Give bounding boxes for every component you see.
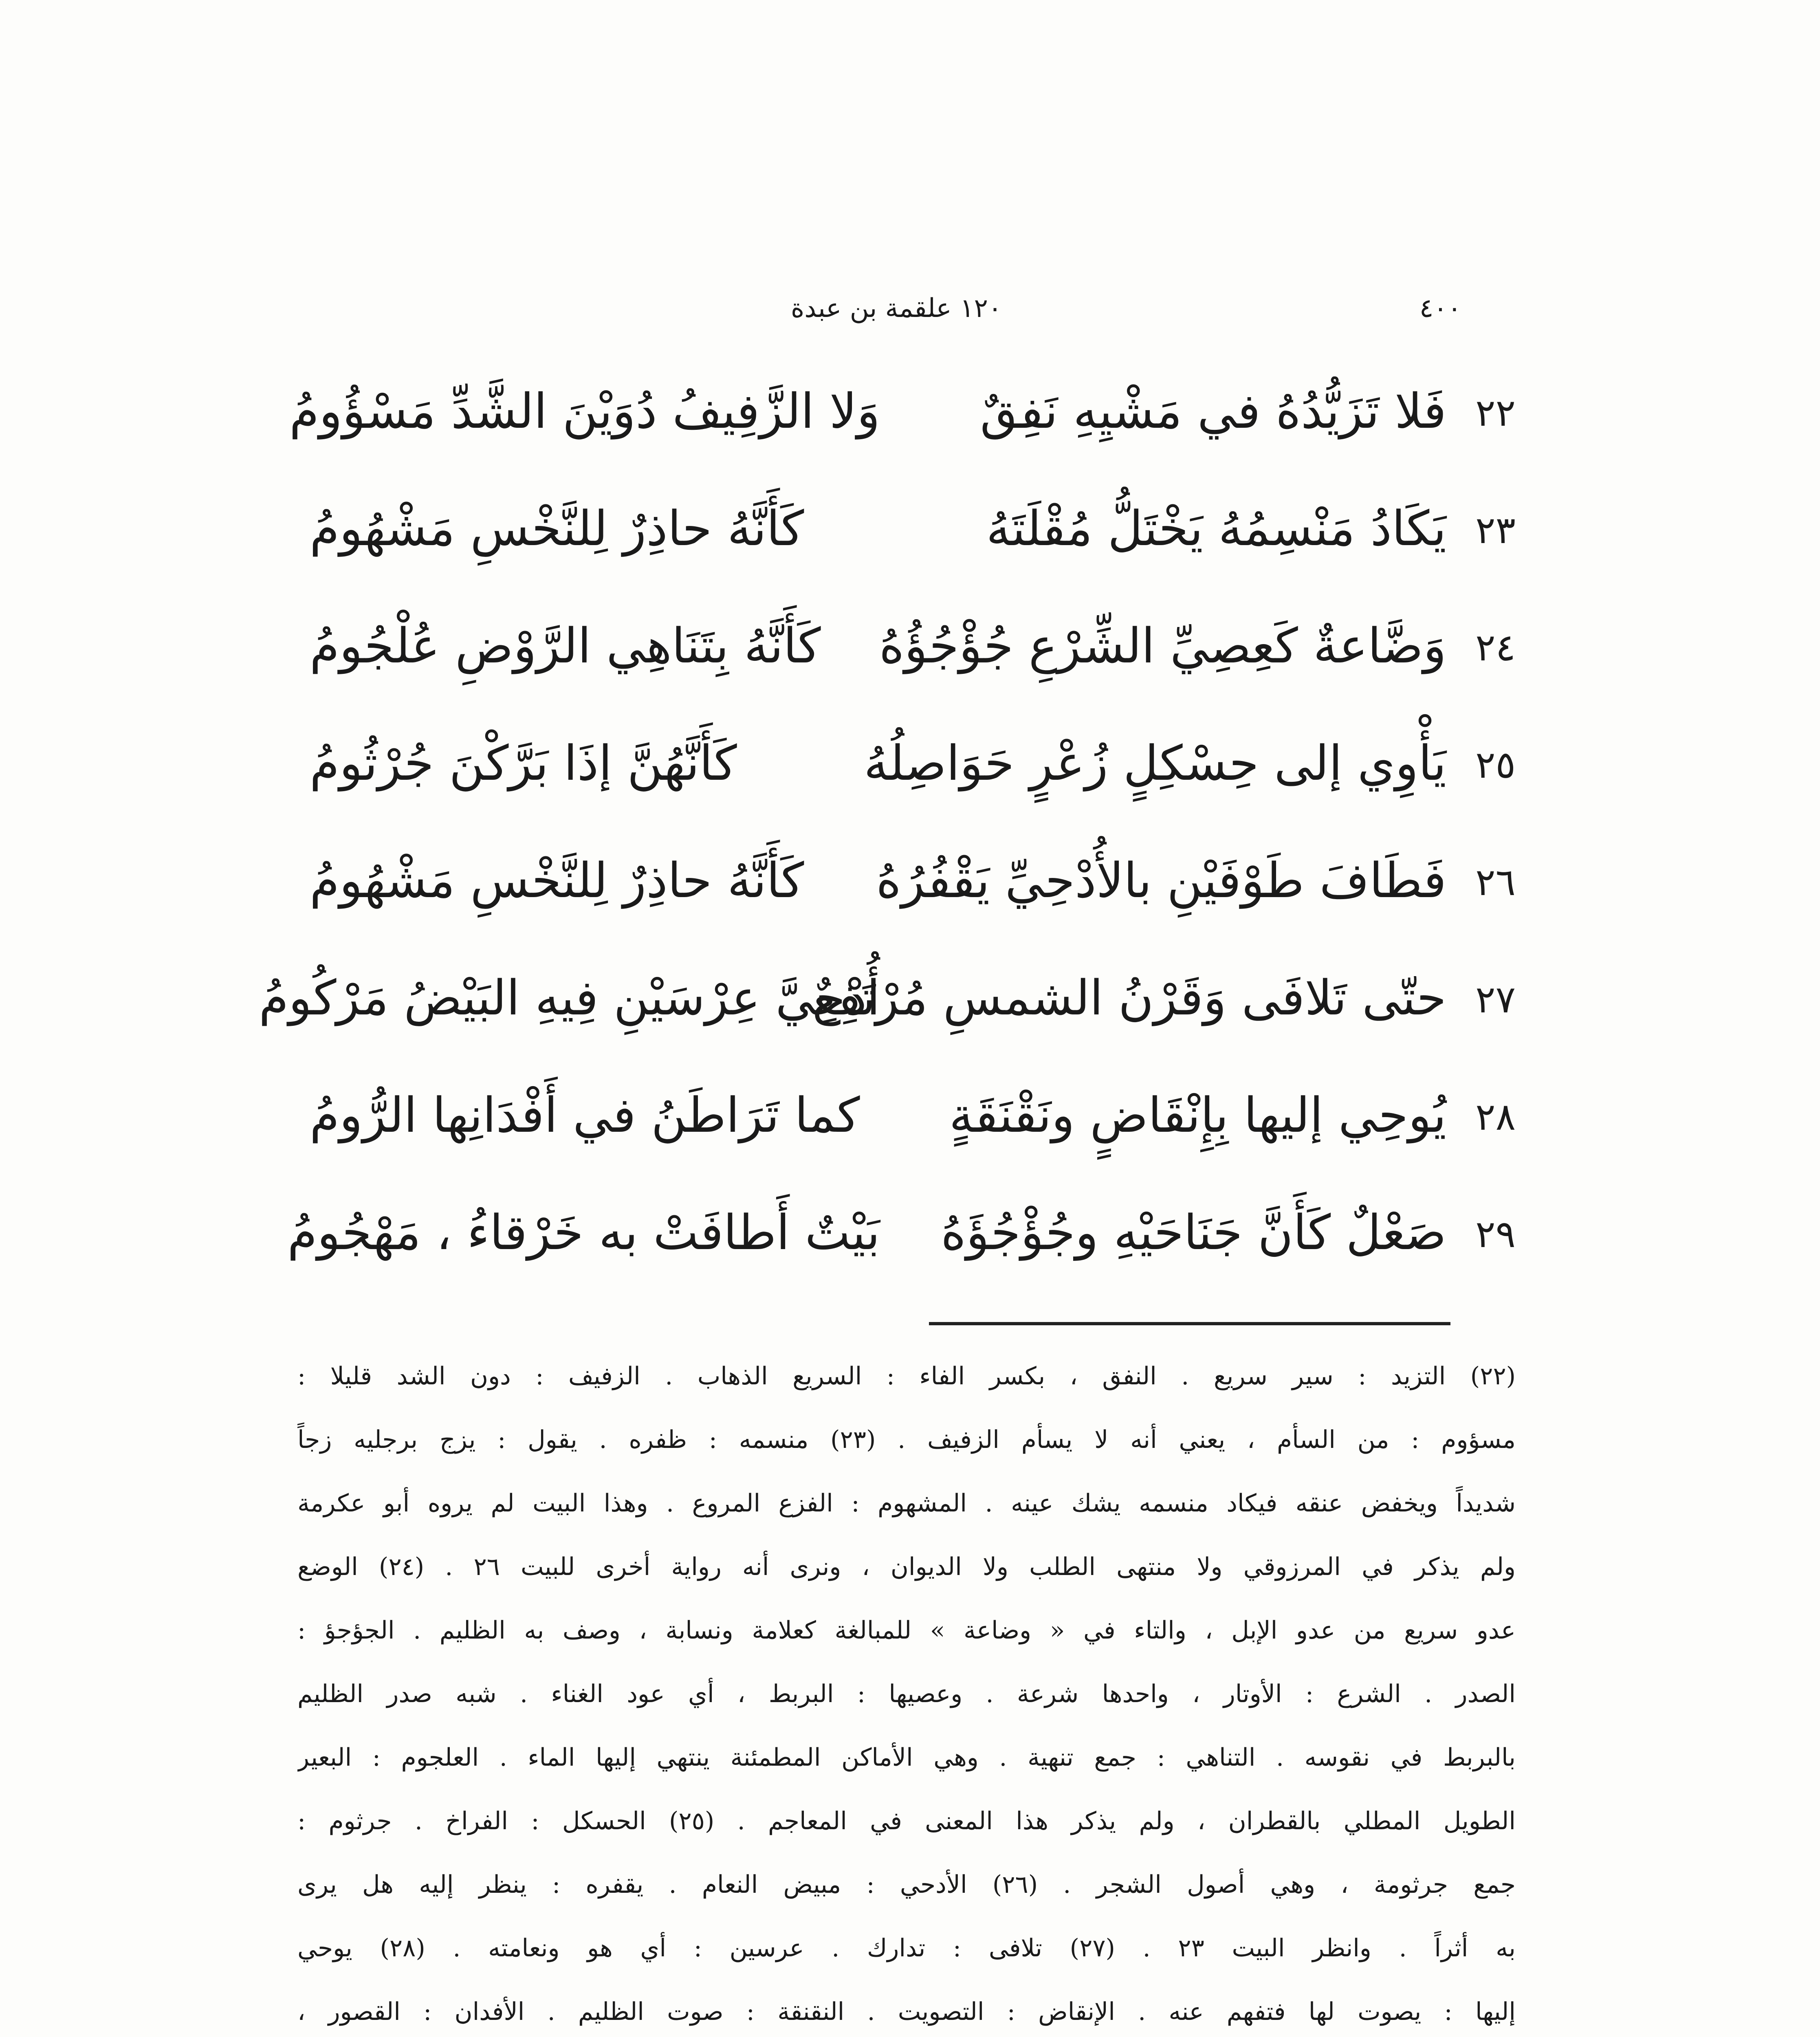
verse-number: ٢٧ bbox=[1475, 978, 1516, 1021]
verse-number: ٢٤ bbox=[1475, 626, 1516, 669]
verse-23 bbox=[310, 476, 1516, 593]
verse-22 bbox=[289, 359, 1516, 476]
verse-number: ٢٩ bbox=[1475, 1212, 1516, 1256]
verse-25 bbox=[310, 711, 1516, 828]
footnote-separator bbox=[929, 1322, 1450, 1325]
commentary-line: إليها : يصوت لها فتفهم عنه . الإنقاض : التصويت . النقنقة : صوت الظليم . الأفدان : القصور ، bbox=[297, 1997, 1516, 2026]
first-hemistich: حتّى تَلافَى وَقَرْنُ الشمسِ مُرْتَفِعٌ bbox=[812, 970, 1446, 1026]
verse-number: ٢٨ bbox=[1475, 1095, 1516, 1139]
second-hemistich: بَيْتٌ أَطافَتْ به خَرْقاءُ ، مَهْجُومُ bbox=[287, 1204, 880, 1260]
commentary-line: جمع جرثومة ، وهي أصول الشجر . (٢٦) الأدحي : مبيض النعام . يقفره : ينظر إليه هل يرى bbox=[297, 1870, 1516, 1899]
verse-number: ٢٢ bbox=[1475, 391, 1516, 435]
second-hemistich: كَأَنَّهُ حاذِرٌ لِلنَّخْسِ مَشْهُومُ bbox=[310, 500, 804, 557]
commentary-notes bbox=[297, 1344, 1516, 2037]
verse-28 bbox=[310, 1062, 1516, 1180]
commentary-line: به أثراً . وانظر البيت ٢٣ . (٢٧) تلافى : تدارك . عرسين : أي هو ونعامته . (٢٨) يوحي bbox=[297, 1934, 1516, 1962]
verse-number: ٢٥ bbox=[1475, 743, 1516, 787]
second-hemistich: كما تَرَاطَنُ في أَفْدَانِها الرُّومُ bbox=[310, 1087, 860, 1143]
commentary-line: الطويل المطلي بالقطران ، ولم يذكر هذا المعنى في المعاجم . (٢٥) الحسكل : الفراخ . جرثوم : bbox=[297, 1807, 1516, 1835]
second-hemistich: وَلا الزَّفِيفُ دُوَيْنَ الشَّدِّ مَسْؤُومُ bbox=[289, 383, 880, 439]
first-hemistich: يَأْوِي إلى حِسْكِلٍ زُعْرٍ حَوَاصِلُهُ bbox=[864, 735, 1446, 791]
commentary-line: عدو سريع من عدو الإبل ، والتاء في « وضاعة » للمبالغة كعلامة ونسابة ، وصف به الظليم . الجؤجؤ : bbox=[297, 1616, 1516, 1645]
running-title: ١٢٠ علقمة بن عبدة bbox=[790, 293, 1002, 323]
verse-number: ٢٣ bbox=[1475, 508, 1516, 552]
verse-29 bbox=[287, 1180, 1516, 1297]
verse-24 bbox=[310, 593, 1516, 711]
first-hemistich: يَكَادُ مَنْسِمُهُ يَخْتَلُّ مُقْلَتَهُ bbox=[986, 500, 1446, 557]
commentary-line: (٢٢) التزيد : سير سريع . النفق ، بكسر الفاء : السريع الذهاب . الزفيف : دون الشد قليلا : bbox=[297, 1362, 1516, 1390]
page-number: ٤٠٠ bbox=[1419, 293, 1461, 323]
commentary-line: ولم يذكر في المرزوقي ولا منتهى الطلب ولا الديوان ، ونرى أنه رواية أخرى للبيت ٢٦ . (٢٤) الوضع bbox=[297, 1553, 1516, 1581]
first-hemistich: صَعْلٌ كَأَنَّ جَنَاحَيْهِ وجُؤْجُؤَهُ bbox=[941, 1204, 1446, 1260]
second-hemistich: أُدْحِيَّ عِرْسَيْنِ فِيهِ البَيْضُ مَرْكُومُ bbox=[259, 970, 880, 1026]
commentary-line: الصدر . الشرع : الأوتار ، واحدها شرعة . وعصيها : البربط ، أي عود الغناء . شبه صدر الظليم bbox=[297, 1680, 1516, 1708]
commentary-line: بالبربط في نقوسه . التناهي : جمع تنهية . وهي الأماكن المطمئنة ينتهي إليها الماء . العلجوم : البعير bbox=[297, 1743, 1516, 1772]
running-head bbox=[0, 293, 1820, 342]
poem-verses bbox=[259, 359, 1516, 1297]
verse-26 bbox=[310, 828, 1516, 945]
verse-27 bbox=[259, 945, 1516, 1062]
second-hemistich: كَأَنَّهُ بِتَنَاهِي الرَّوْضِ عُلْجُومُ bbox=[310, 618, 821, 674]
first-hemistich: يُوحِي إليها بِإِنْقَاضٍ ونَقْنَقَةٍ bbox=[949, 1087, 1446, 1143]
first-hemistich: فَلا تَزَيُّدُهُ في مَشْيِهِ نَفِقٌ bbox=[980, 383, 1446, 439]
commentary-line: مسؤوم : من السأم ، يعني أنه لا يسأم الزفيف . (٢٣) منسمه : ظفره . يقول : يزج برجليه زجاً bbox=[297, 1425, 1516, 1454]
first-hemistich: فَطَافَ طَوْفَيْنِ بالأُدْحِيِّ يَقْفُرُهُ bbox=[876, 852, 1446, 909]
first-hemistich: وَضَّاعةٌ كَعِصِيِّ الشِّرْعِ جُؤْجُؤُهُ bbox=[879, 618, 1446, 674]
verse-number: ٢٦ bbox=[1475, 860, 1516, 904]
second-hemistich: كَأَنَّهُنَّ إذَا بَرَّكْنَ جُرْثُومُ bbox=[310, 735, 737, 791]
commentary-line: شديداً ويخفض عنقه فيكاد منسمه يشك عينه . المشهوم : الفزع المروع . وهذا البيت لم يروه أبو عكرمة bbox=[297, 1489, 1516, 1518]
second-hemistich: كَأَنَّهُ حاذِرٌ لِلنَّخْسِ مَشْهُومُ bbox=[310, 852, 804, 909]
